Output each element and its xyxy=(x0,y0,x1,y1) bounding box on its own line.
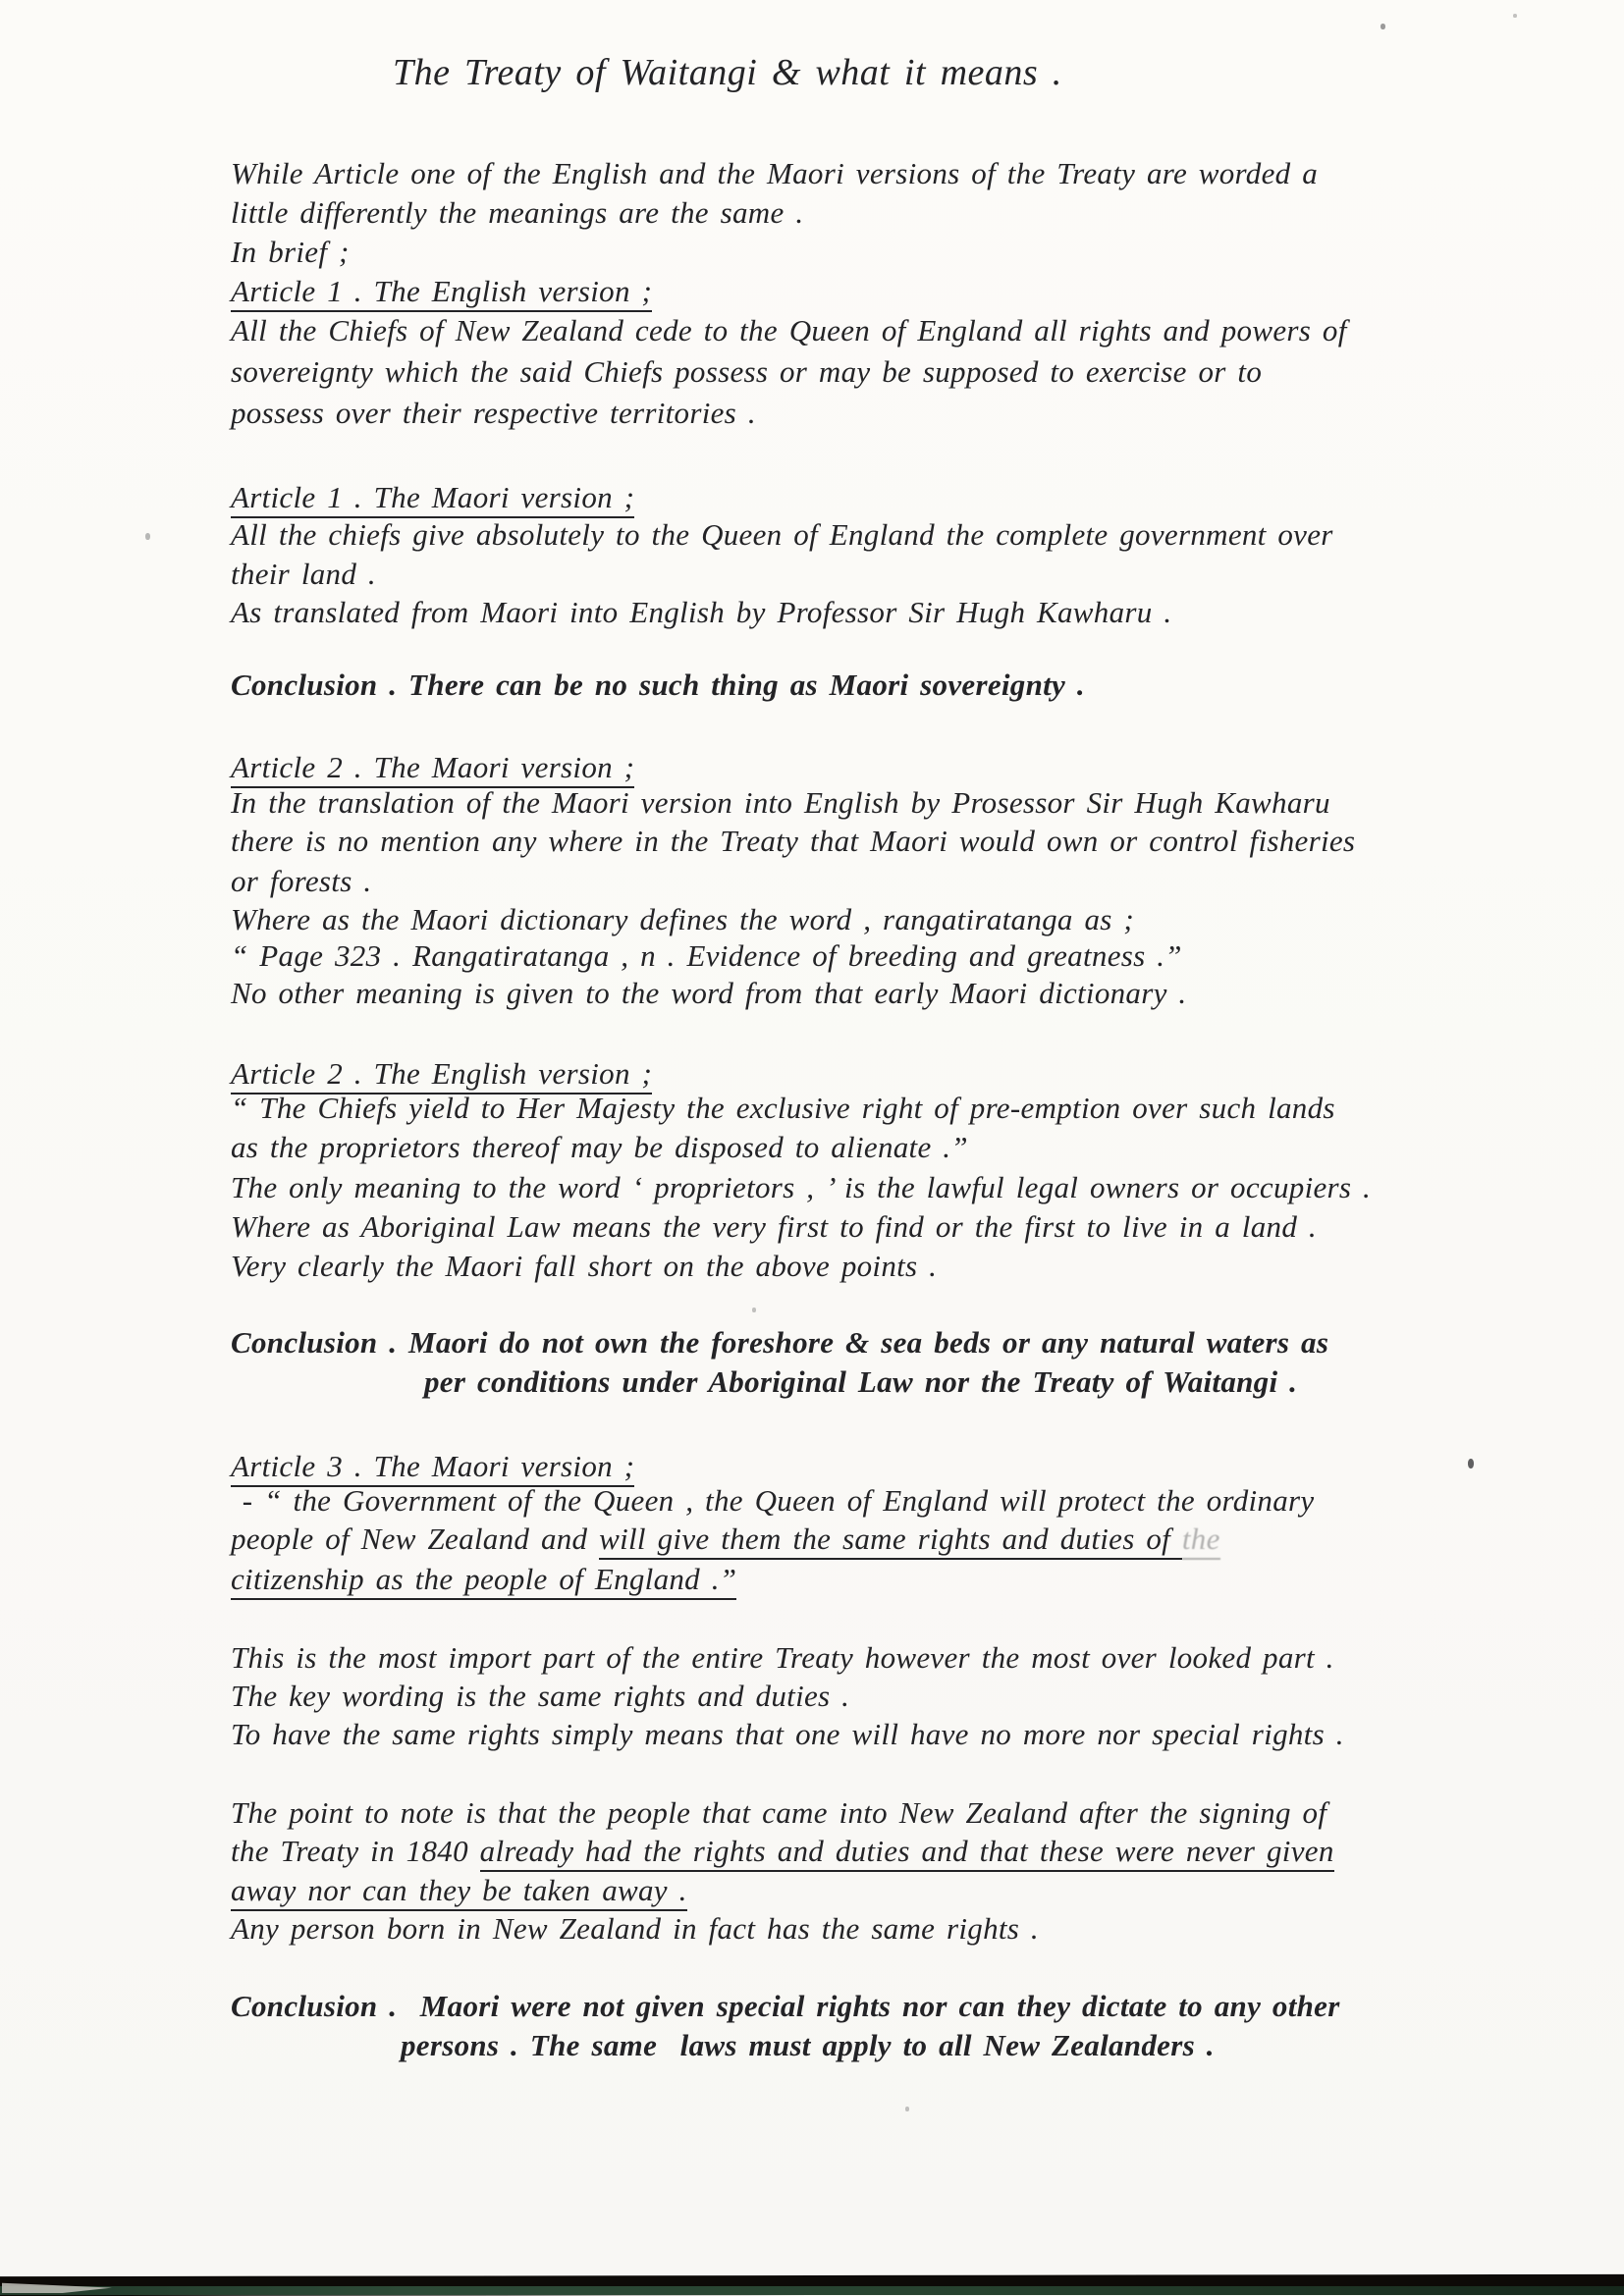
document-line: The key wording is the same rights and duties . xyxy=(231,1679,850,1713)
document-line: Conclusion . Maori do not own the foreshore & sea beds or any natural waters as xyxy=(231,1325,1329,1360)
document-line: “ The Chiefs yield to Her Majesty the exclusive right of pre-emption over such lands xyxy=(231,1091,1335,1125)
scan-speck xyxy=(1513,14,1517,18)
document-line: “ Page 323 . Rangatiratanga , n . Evidence of breeding and greatness .” xyxy=(231,938,1182,973)
document-line: Where as Aboriginal Law means the very first to find or the first to live in a land . xyxy=(231,1209,1317,1244)
document-line: Conclusion . There can be no such thing as Maori sovereignty . xyxy=(231,667,1085,702)
scanner-edge-green-strip xyxy=(0,2286,1624,2295)
document-line: All the Chiefs of New Zealand cede to the Queen of England all rights and powers of xyxy=(231,313,1347,347)
document-line: people of New Zealand and will give them the same rights and duties of the xyxy=(231,1522,1220,1557)
document-line: To have the same rights simply means that one will have no more nor special rights . xyxy=(231,1717,1344,1751)
document-line: The point to note is that the people that came into New Zealand after the signing of xyxy=(231,1795,1327,1830)
article-heading: Article 2 . The Maori version ; xyxy=(231,750,634,785)
document-line: The only meaning to the word ‘ proprietors , ’ is the lawful legal owners or occupiers . xyxy=(231,1170,1372,1204)
document-line: Very clearly the Maori fall short on the above points . xyxy=(231,1249,938,1283)
document-line: their land . xyxy=(231,557,376,591)
article-heading: Article 1 . The Maori version ; xyxy=(231,480,634,515)
document-line: little differently the meanings are the same . xyxy=(231,195,804,230)
document-line: No other meaning is given to the word from that early Maori dictionary . xyxy=(231,976,1187,1010)
article-heading: Article 2 . The English version ; xyxy=(231,1056,652,1092)
document-line: away nor can they be taken away . xyxy=(231,1873,687,1908)
article-heading: Article 1 . The English version ; xyxy=(231,274,652,309)
document-line: there is no mention any where in the Treaty that Maori would own or control fisheries xyxy=(231,824,1356,858)
document-line: All the chiefs give absolutely to the Queen of England the complete government over xyxy=(231,517,1333,552)
document-line: sovereignty which the said Chiefs possess or may be supposed to exercise or to xyxy=(231,354,1263,389)
document-line: In brief ; xyxy=(231,235,350,269)
scan-speck xyxy=(1380,24,1385,29)
document-line: - “ the Government of the Queen , the Queen of England will protect the ordinary xyxy=(231,1483,1315,1518)
document-line: as the proprietors thereof may be disposed to alienate .” xyxy=(231,1130,968,1164)
scan-speck xyxy=(752,1308,756,1312)
document-line: Where as the Maori dictionary defines the word , rangatiratanga as ; xyxy=(231,902,1135,936)
document-line: per conditions under Aboriginal Law nor the Treaty of Waitangi . xyxy=(424,1364,1298,1399)
document-line: This is the most import part of the entire Treaty however the most over looked part . xyxy=(231,1640,1334,1675)
scan-speck xyxy=(1468,1459,1474,1468)
document-line: While Article one of the English and the Maori versions of the Treaty are worded a xyxy=(231,156,1319,190)
scan-speck xyxy=(145,533,150,540)
document-line: or forests . xyxy=(231,864,372,898)
document-line: the Treaty in 1840 already had the rights and duties and that these were never given xyxy=(231,1834,1334,1869)
document-line: persons . The same laws must apply to all New Zealanders . xyxy=(401,2028,1215,2062)
document-line: Any person born in New Zealand in fact has the same rights . xyxy=(231,1911,1039,1946)
page-title: The Treaty of Waitangi & what it means . xyxy=(393,52,1062,93)
document-line: citizenship as the people of England .” xyxy=(231,1562,736,1597)
scan-speck xyxy=(905,2107,909,2111)
document-line: possess over their respective territories . xyxy=(231,396,756,430)
document-line: In the translation of the Maori version into English by Prosessor Sir Hugh Kawharu xyxy=(231,785,1330,820)
article-heading: Article 3 . The Maori version ; xyxy=(231,1449,634,1484)
document-line: Conclusion . Maori were not given special rights nor can they dictate to any other xyxy=(231,1989,1340,2023)
document-line: As translated from Maori into English by Professor Sir Hugh Kawharu . xyxy=(231,595,1172,629)
